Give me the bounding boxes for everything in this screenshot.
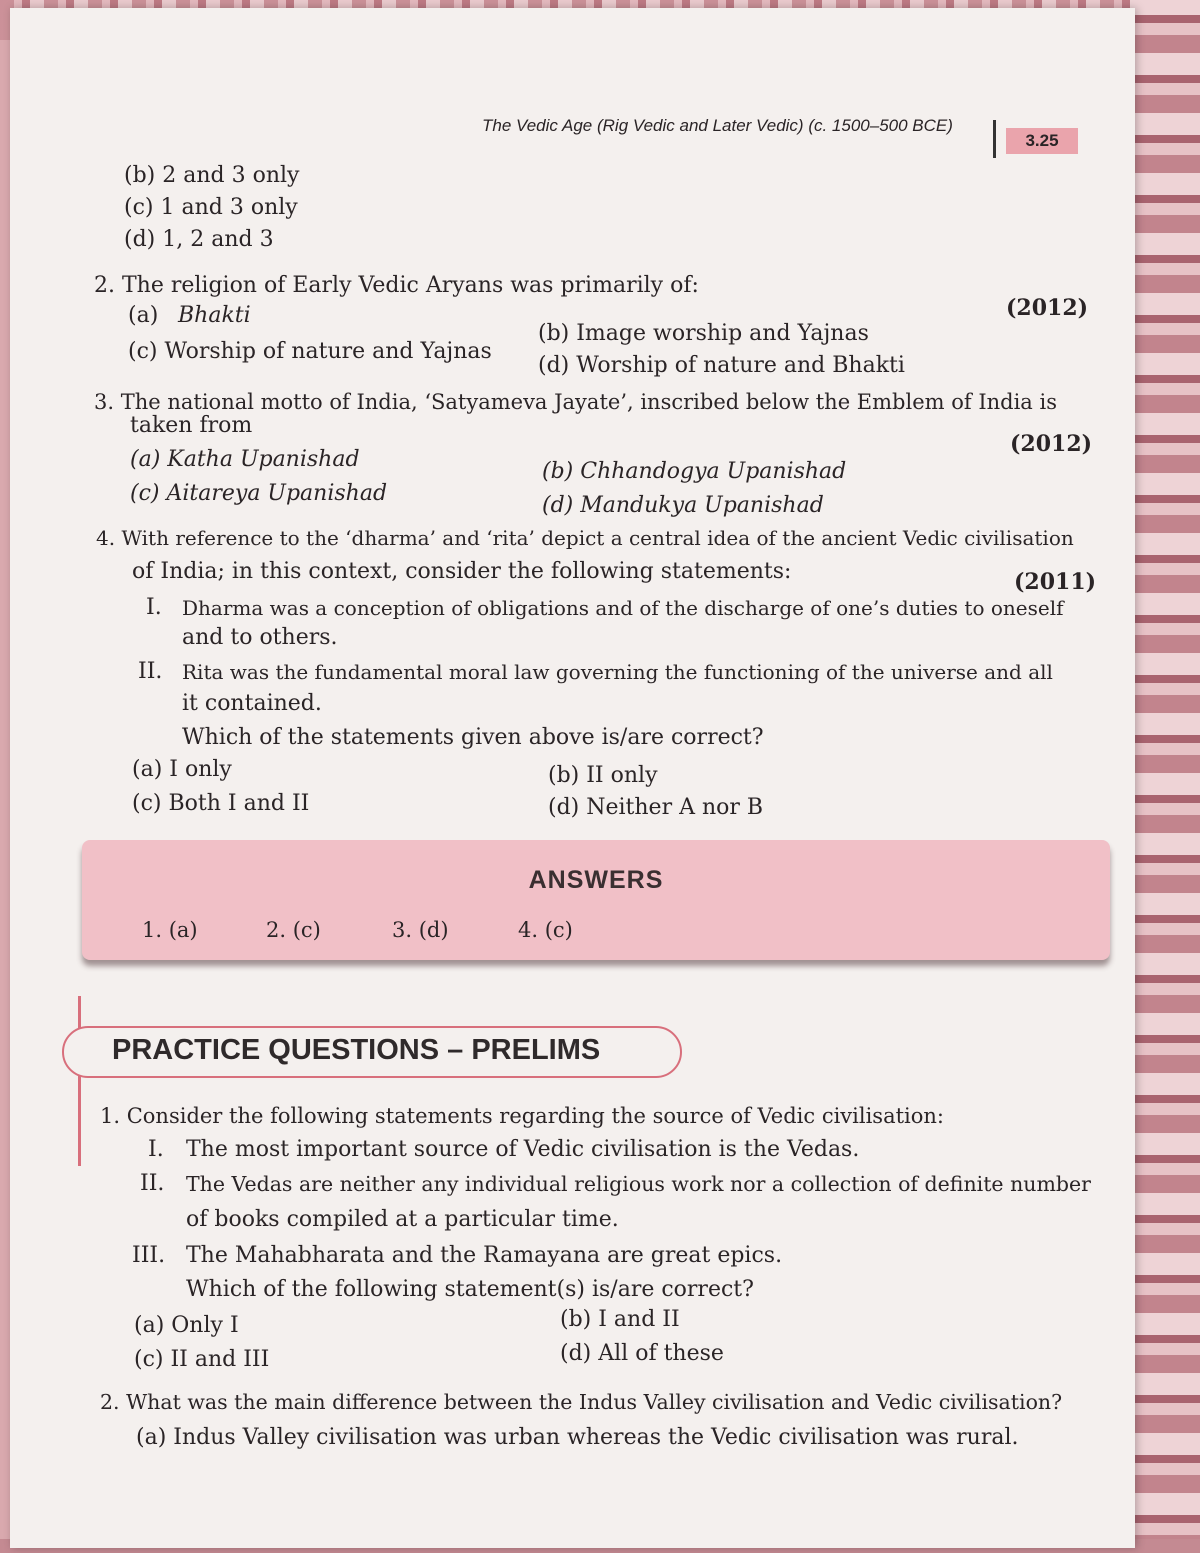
q2-year: (2012)	[1006, 295, 1089, 321]
header-divider	[993, 120, 996, 158]
book-page	[10, 8, 1135, 1548]
q3-option-c: (c) Aitareya Upanishad	[130, 481, 388, 506]
q3-stem-line1: 3. The national motto of India, ‘Satyameva Jayate’, inscribed below the Emblem of India is	[94, 390, 1057, 414]
practice-q2-option-a: (a) Indus Valley civilisation was urban whereas the Vedic civilisation was rural.	[136, 1425, 1019, 1450]
q3-year: (2012)	[1010, 431, 1093, 457]
q4-stem-line1: 4. With reference to the ‘dharma’ and ‘rita’ depict a central idea of the ancient Vedic civilisation	[96, 526, 1074, 550]
prev-option-d: (d) 1, 2 and 3	[124, 227, 274, 252]
q3-option-a: (a) Katha Upanishad	[130, 447, 360, 472]
answers-title: ANSWERS	[528, 866, 664, 894]
page-number: 3.25	[1006, 128, 1078, 154]
practice-q1-option-c: (c) II and III	[134, 1347, 270, 1372]
prev-option-c: (c) 1 and 3 only	[124, 195, 298, 220]
practice-q1-statement-3-number: III.	[132, 1243, 166, 1268]
answer-4: 4. (c)	[518, 918, 573, 942]
practice-q1-option-b: (b) I and II	[560, 1307, 680, 1332]
background-frieze-right	[1130, 0, 1200, 1553]
q4-stem-line2: of India; in this context, consider the following statements:	[132, 559, 792, 584]
answer-3: 3. (d)	[392, 918, 449, 942]
practice-q1-statement-3: The Mahabharata and the Ramayana are great epics.	[186, 1243, 783, 1268]
q4-statement-1-line2: and to others.	[182, 625, 338, 650]
q3-option-d: (d) Mandukya Upanishad	[542, 493, 824, 518]
section-heading-box	[62, 1026, 682, 1078]
page-content	[10, 8, 1135, 1548]
q4-option-b: (b) II only	[548, 763, 658, 788]
section-accent-bar	[78, 996, 81, 1166]
q2-option-c: (c) Worship of nature and Yajnas	[128, 339, 492, 364]
practice-q1-statement-2-number: II.	[140, 1171, 165, 1196]
q4-statement-2-line1: Rita was the fundamental moral law governing the functioning of the universe and all	[182, 660, 1053, 684]
answer-1: 1. (a)	[142, 918, 198, 942]
practice-q1-statement-1: The most important source of Vedic civilisation is the Vedas.	[186, 1137, 860, 1162]
answer-2: 2. (c)	[266, 918, 321, 942]
prev-option-b: (b) 2 and 3 only	[124, 163, 300, 188]
practice-q1-question: Which of the following statement(s) is/are correct?	[186, 1277, 754, 1302]
q4-statement-1-number: I.	[146, 595, 162, 620]
q4-statement-1-line1: Dharma was a conception of obligations and of the discharge of one’s duties to oneself	[182, 596, 1064, 620]
practice-q2-stem: 2. What was the main difference between the Indus Valley civilisation and Vedic civilisation?	[100, 1390, 1063, 1414]
q4-option-d: (d) Neither A nor B	[548, 795, 764, 820]
q4-question: Which of the statements given above is/are correct?	[182, 725, 764, 750]
q3-stem-line2: taken from	[130, 413, 253, 438]
q2-option-d: (d) Worship of nature and Bhakti	[538, 353, 905, 378]
q2-option-b: (b) Image worship and Yajnas	[538, 321, 869, 346]
q4-statement-2-line2: it contained.	[182, 691, 322, 716]
q4-year: (2011)	[1014, 569, 1097, 595]
q4-statement-2-number: II.	[138, 659, 163, 684]
answers-box	[82, 840, 1110, 960]
running-header: The Vedic Age (Rig Vedic and Later Vedic) (c. 1500–500 BCE)	[482, 116, 953, 135]
q3-option-b: (b) Chhandogya Upanishad	[542, 459, 847, 484]
q2-option-a-label: (a)	[128, 303, 159, 328]
practice-q1-option-d: (d) All of these	[560, 1341, 724, 1366]
practice-q1-statement-1-number: I.	[148, 1137, 164, 1162]
practice-q1-statement-2-line1: The Vedas are neither any individual religious work nor a collection of definite number	[186, 1172, 1091, 1196]
section-heading: PRACTICE QUESTIONS – PRELIMS	[112, 1034, 601, 1066]
q2-option-a: Bhakti	[178, 303, 251, 328]
practice-q1-stem: 1. Consider the following statements regarding the source of Vedic civilisation:	[100, 1104, 944, 1128]
practice-q1-option-a: (a) Only I	[134, 1313, 239, 1338]
q4-option-c: (c) Both I and II	[132, 791, 310, 816]
q2-stem: 2. The religion of Early Vedic Aryans was primarily of:	[94, 273, 699, 298]
practice-q1-statement-2-line2: of books compiled at a particular time.	[186, 1207, 619, 1232]
q4-option-a: (a) I only	[132, 757, 232, 782]
